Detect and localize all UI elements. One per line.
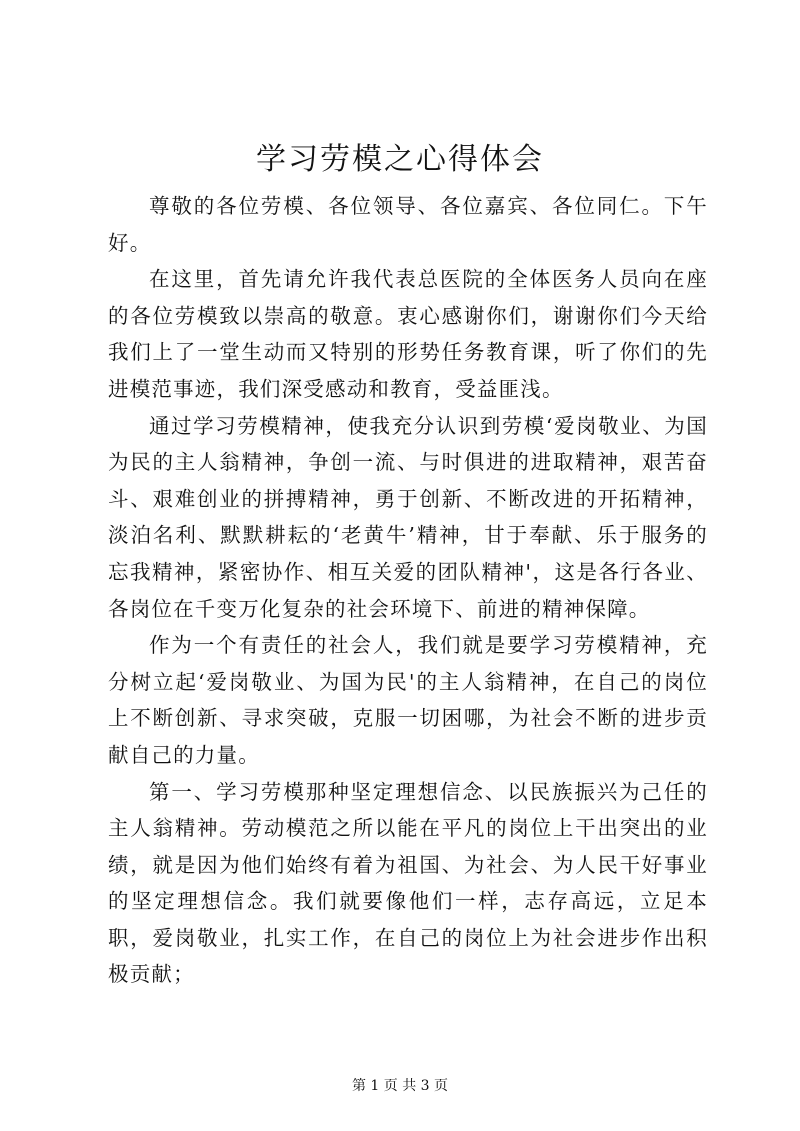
paragraph-greeting: 尊敬的各位劳模、各位领导、各位嘉宾、各位同仁。下午好。 <box>108 194 708 255</box>
document-title: 学习劳模之心得体会 <box>256 142 544 177</box>
paragraph-thanks: 在这里，首先请允许我代表总医院的全体医务人员向在座的各位劳模致以崇高的敬意。衷心感谢你们，谢谢你们今天给我们上了一堂生动而又特别的形势任务教育课，听了你们的先进模范事迹，我们深受感动和教育，受益匪浅。 <box>108 267 708 401</box>
paragraph-responsibility: 作为一个有责任的社会人，我们就是要学习劳模精神，充分树立起‘爱岗敬业、为国为民'的主人翁精神，在自己的岗位上不断创新、寻求突破，克服一切困哪，为社会不断的进步贡献自己的力量。 <box>108 633 708 767</box>
paragraph-first-point: 第一、学习劳模那种坚定理想信念、以民族振兴为己任的主人翁精神。劳动模范之所以能在平凡的岗位上干出突出的业绩，就是因为他们始终有着为祖国、为社会、为人民干好事业的坚定理想信念。我们就要像他们一样，志存高远，立足本职，爱岗敬业，扎实工作，在自己的岗位上为社会进步作出积极贡献； <box>108 779 708 987</box>
page-footer: 第 1 页 共 3 页 <box>351 1078 449 1094</box>
document-body <box>108 188 708 993</box>
paragraph-spirit: 通过学习劳模精神，使我充分认识到劳模‘爱岗敬业、为国为民的主人翁精神，争创一流、与时俱进的进取精神，艰苦奋斗、艰难创业的拼搏精神，勇于创新、不断改进的开拓精神，淡泊名利、默默耕耘的‘老黄牛’精神，甘于奉献、乐于服务的忘我精神，紧密协作、相互关爱的团队精神'，这是各行各业、各岗位在千变万化复杂的社会环境下、前进的精神保障。 <box>108 413 708 621</box>
